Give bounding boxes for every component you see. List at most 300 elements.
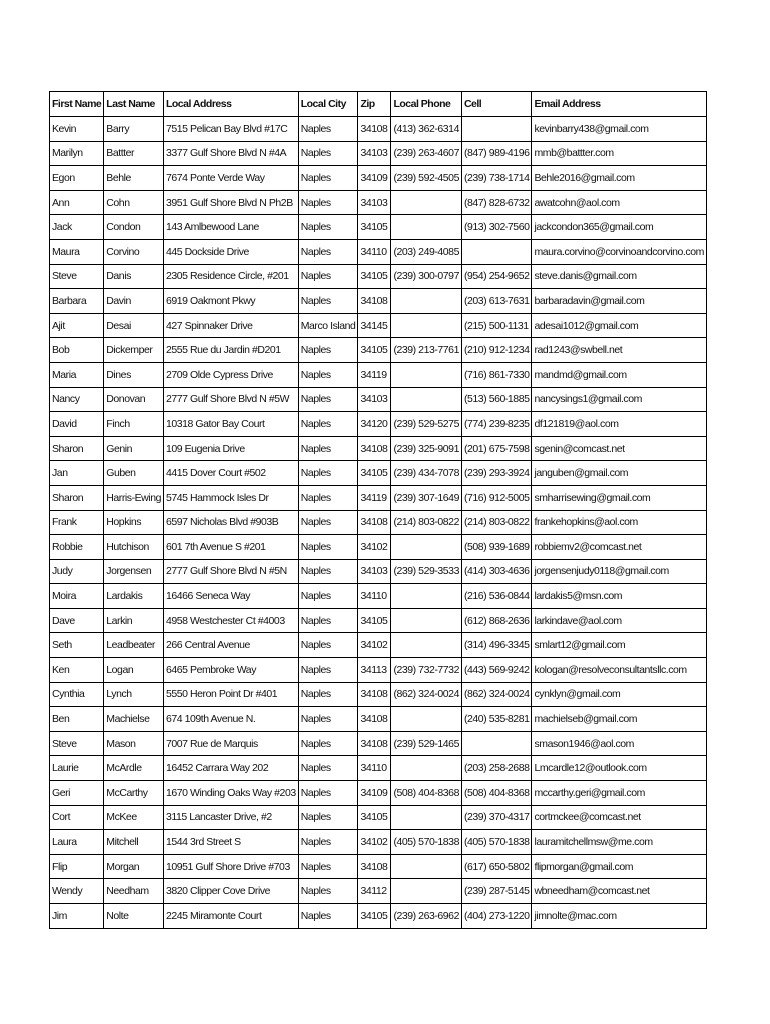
email-cell: Behle2016@gmail.com <box>532 166 706 191</box>
zip-cell: 34108 <box>358 682 391 707</box>
email-cell: kevinbarry438@gmail.com <box>532 117 706 142</box>
email-cell: smason1946@aol.com <box>532 731 706 756</box>
address-cell: 601 7th Avenue S #201 <box>163 535 298 560</box>
cell-phone-cell: (214) 803-0822 <box>461 510 532 535</box>
phone-cell <box>391 535 462 560</box>
first-name-cell: Seth <box>50 633 104 658</box>
zip-cell: 34102 <box>358 633 391 658</box>
city-cell: Naples <box>298 830 358 855</box>
first-name-cell: Marilyn <box>50 141 104 166</box>
zip-cell: 34108 <box>358 289 391 314</box>
first-name-cell: Maura <box>50 239 104 264</box>
zip-cell: 34103 <box>358 387 391 412</box>
first-name-cell: Jim <box>50 904 104 929</box>
last-name-cell: Morgan <box>104 854 164 879</box>
email-cell: mccarthy.geri@gmail.com <box>532 781 706 806</box>
last-name-cell: Genin <box>104 436 164 461</box>
last-name-cell: Larkin <box>104 608 164 633</box>
first-name-cell: Sharon <box>50 485 104 510</box>
first-name-cell: Geri <box>50 781 104 806</box>
phone-cell: (203) 249-4085 <box>391 239 462 264</box>
first-name-cell: Jack <box>50 215 104 240</box>
cell-phone-cell: (513) 560-1885 <box>461 387 532 412</box>
cell-phone-cell: (240) 535-8281 <box>461 707 532 732</box>
first-name-cell: Judy <box>50 559 104 584</box>
city-cell: Naples <box>298 879 358 904</box>
table-row <box>50 830 707 855</box>
cell-phone-cell: (405) 570-1838 <box>461 830 532 855</box>
zip-cell: 34108 <box>358 707 391 732</box>
table-row <box>50 436 707 461</box>
email-cell: nancysings1@gmail.com <box>532 387 706 412</box>
email-cell: jimnolte@mac.com <box>532 904 706 929</box>
zip-cell: 34110 <box>358 239 391 264</box>
city-cell: Naples <box>298 559 358 584</box>
city-cell: Naples <box>298 166 358 191</box>
email-cell: flipmorgan@gmail.com <box>532 854 706 879</box>
last-name-cell: Corvino <box>104 239 164 264</box>
last-name-cell: Guben <box>104 461 164 486</box>
address-cell: 6919 Oakmont Pkwy <box>163 289 298 314</box>
last-name-cell: Barry <box>104 117 164 142</box>
zip-cell: 34105 <box>358 264 391 289</box>
address-cell: 16466 Seneca Way <box>163 584 298 609</box>
address-cell: 7674 Ponte Verde Way <box>163 166 298 191</box>
cell-phone-cell: (443) 569-9242 <box>461 658 532 683</box>
city-cell: Marco Island <box>298 313 358 338</box>
cell-phone-cell: (716) 912-5005 <box>461 485 532 510</box>
cell-phone-cell: (314) 496-3345 <box>461 633 532 658</box>
zip-cell: 34103 <box>358 190 391 215</box>
address-cell: 3115 Lancaster Drive, #2 <box>163 805 298 830</box>
table-row <box>50 658 707 683</box>
zip-cell: 34108 <box>358 731 391 756</box>
table-row <box>50 633 707 658</box>
first-name-cell: Ben <box>50 707 104 732</box>
table-row <box>50 781 707 806</box>
first-name-cell: Ann <box>50 190 104 215</box>
last-name-cell: Finch <box>104 412 164 437</box>
cell-phone-cell: (612) 868-2636 <box>461 608 532 633</box>
email-cell: steve.danis@gmail.com <box>532 264 706 289</box>
first-name-cell: Bob <box>50 338 104 363</box>
email-cell: adesai1012@gmail.com <box>532 313 706 338</box>
last-name-cell: Battter <box>104 141 164 166</box>
first-name-cell: Flip <box>50 854 104 879</box>
email-cell: cynklyn@gmail.com <box>532 682 706 707</box>
city-cell: Naples <box>298 362 358 387</box>
address-cell: 445 Dockside Drive <box>163 239 298 264</box>
city-cell: Naples <box>298 117 358 142</box>
phone-cell: (239) 263-6962 <box>391 904 462 929</box>
address-cell: 2305 Residence Circle, #201 <box>163 264 298 289</box>
first-name-cell: David <box>50 412 104 437</box>
zip-cell: 34105 <box>358 608 391 633</box>
header-last-name: Last Name <box>104 92 164 117</box>
last-name-cell: Logan <box>104 658 164 683</box>
table-row <box>50 215 707 240</box>
city-cell: Naples <box>298 658 358 683</box>
email-cell: cortmckee@comcast.net <box>532 805 706 830</box>
last-name-cell: Lynch <box>104 682 164 707</box>
table-row <box>50 117 707 142</box>
address-cell: 6465 Pembroke Way <box>163 658 298 683</box>
phone-cell: (239) 434-7078 <box>391 461 462 486</box>
table-row <box>50 289 707 314</box>
cell-phone-cell: (414) 303-4636 <box>461 559 532 584</box>
cell-phone-cell: (774) 239-8235 <box>461 412 532 437</box>
city-cell: Naples <box>298 904 358 929</box>
first-name-cell: Laura <box>50 830 104 855</box>
email-cell: machielseb@gmail.com <box>532 707 706 732</box>
email-cell: maura.corvino@corvinoandcorvino.com <box>532 239 706 264</box>
email-cell: rad1243@swbell.net <box>532 338 706 363</box>
last-name-cell: Mason <box>104 731 164 756</box>
cell-phone-cell: (203) 613-7631 <box>461 289 532 314</box>
city-cell: Naples <box>298 239 358 264</box>
table-row <box>50 412 707 437</box>
cell-phone-cell: (716) 861-7330 <box>461 362 532 387</box>
phone-cell: (413) 362-6314 <box>391 117 462 142</box>
city-cell: Naples <box>298 264 358 289</box>
address-cell: 1544 3rd Street S <box>163 830 298 855</box>
phone-cell: (239) 300-0797 <box>391 264 462 289</box>
header-local-city: Local City <box>298 92 358 117</box>
address-cell: 2709 Olde Cypress Drive <box>163 362 298 387</box>
city-cell: Naples <box>298 781 358 806</box>
first-name-cell: Sharon <box>50 436 104 461</box>
city-cell: Naples <box>298 436 358 461</box>
last-name-cell: Jorgensen <box>104 559 164 584</box>
first-name-cell: Wendy <box>50 879 104 904</box>
phone-cell <box>391 313 462 338</box>
email-cell: frankehopkins@aol.com <box>532 510 706 535</box>
zip-cell: 34105 <box>358 805 391 830</box>
zip-cell: 34103 <box>358 141 391 166</box>
contact-table <box>49 91 707 929</box>
city-cell: Naples <box>298 707 358 732</box>
zip-cell: 34120 <box>358 412 391 437</box>
cell-phone-cell: (954) 254-9652 <box>461 264 532 289</box>
phone-cell: (239) 263-4607 <box>391 141 462 166</box>
zip-cell: 34105 <box>358 904 391 929</box>
cell-phone-cell: (215) 500-1131 <box>461 313 532 338</box>
phone-cell <box>391 633 462 658</box>
zip-cell: 34109 <box>358 166 391 191</box>
cell-phone-cell: (210) 912-1234 <box>461 338 532 363</box>
city-cell: Naples <box>298 387 358 412</box>
first-name-cell: Nancy <box>50 387 104 412</box>
last-name-cell: Nolte <box>104 904 164 929</box>
first-name-cell: Cort <box>50 805 104 830</box>
city-cell: Naples <box>298 608 358 633</box>
last-name-cell: Danis <box>104 264 164 289</box>
email-cell: janguben@gmail.com <box>532 461 706 486</box>
phone-cell: (862) 324-0024 <box>391 682 462 707</box>
last-name-cell: Lardakis <box>104 584 164 609</box>
first-name-cell: Barbara <box>50 289 104 314</box>
address-cell: 3951 Gulf Shore Blvd N Ph2B <box>163 190 298 215</box>
phone-cell <box>391 805 462 830</box>
phone-cell <box>391 756 462 781</box>
last-name-cell: Donovan <box>104 387 164 412</box>
table-row <box>50 461 707 486</box>
zip-cell: 34102 <box>358 830 391 855</box>
address-cell: 10951 Gulf Shore Drive #703 <box>163 854 298 879</box>
city-cell: Naples <box>298 461 358 486</box>
cell-phone-cell <box>461 731 532 756</box>
phone-cell <box>391 215 462 240</box>
first-name-cell: Steve <box>50 264 104 289</box>
zip-cell: 34145 <box>358 313 391 338</box>
email-cell: lauramitchellmsw@me.com <box>532 830 706 855</box>
header-email-address: Email Address <box>532 92 706 117</box>
cell-phone-cell <box>461 239 532 264</box>
address-cell: 16452 Carrara Way 202 <box>163 756 298 781</box>
header-cell: Cell <box>461 92 532 117</box>
cell-phone-cell: (862) 324-0024 <box>461 682 532 707</box>
phone-cell: (239) 325-9091 <box>391 436 462 461</box>
cell-phone-cell: (847) 828-6732 <box>461 190 532 215</box>
address-cell: 2555 Rue du Jardin #D201 <box>163 338 298 363</box>
first-name-cell: Maria <box>50 362 104 387</box>
last-name-cell: Cohn <box>104 190 164 215</box>
phone-cell <box>391 362 462 387</box>
first-name-cell: Egon <box>50 166 104 191</box>
phone-cell <box>391 584 462 609</box>
table-row <box>50 608 707 633</box>
last-name-cell: Dines <box>104 362 164 387</box>
table-row <box>50 510 707 535</box>
first-name-cell: Jan <box>50 461 104 486</box>
email-cell: smlart12@gmail.com <box>532 633 706 658</box>
phone-cell: (508) 404-8368 <box>391 781 462 806</box>
cell-phone-cell: (508) 404-8368 <box>461 781 532 806</box>
table-row <box>50 166 707 191</box>
zip-cell: 34108 <box>358 117 391 142</box>
city-cell: Naples <box>298 412 358 437</box>
last-name-cell: Desai <box>104 313 164 338</box>
first-name-cell: Frank <box>50 510 104 535</box>
table-row <box>50 731 707 756</box>
zip-cell: 34110 <box>358 584 391 609</box>
cell-phone-cell: (239) 370-4317 <box>461 805 532 830</box>
address-cell: 143 Amlbewood Lane <box>163 215 298 240</box>
last-name-cell: Machielse <box>104 707 164 732</box>
table-row <box>50 338 707 363</box>
phone-cell: (239) 307-1649 <box>391 485 462 510</box>
table-row <box>50 141 707 166</box>
zip-cell: 34105 <box>358 215 391 240</box>
cell-phone-cell: (239) 287-5145 <box>461 879 532 904</box>
table-row <box>50 707 707 732</box>
email-cell: sgenin@comcast.net <box>532 436 706 461</box>
first-name-cell: Kevin <box>50 117 104 142</box>
table-row <box>50 264 707 289</box>
address-cell: 5550 Heron Point Dr #401 <box>163 682 298 707</box>
last-name-cell: Harris-Ewing <box>104 485 164 510</box>
email-cell: df121819@aol.com <box>532 412 706 437</box>
last-name-cell: McKee <box>104 805 164 830</box>
city-cell: Naples <box>298 141 358 166</box>
address-cell: 1670 Winding Oaks Way #203 <box>163 781 298 806</box>
table-row <box>50 362 707 387</box>
city-cell: Naples <box>298 510 358 535</box>
zip-cell: 34113 <box>358 658 391 683</box>
email-cell: wbneedham@comcast.net <box>532 879 706 904</box>
phone-cell <box>391 707 462 732</box>
last-name-cell: Davin <box>104 289 164 314</box>
cell-phone-cell: (617) 650-5802 <box>461 854 532 879</box>
cell-phone-cell: (913) 302-7560 <box>461 215 532 240</box>
last-name-cell: Mitchell <box>104 830 164 855</box>
table-row <box>50 682 707 707</box>
header-local-phone: Local Phone <box>391 92 462 117</box>
phone-cell: (239) 213-7761 <box>391 338 462 363</box>
city-cell: Naples <box>298 485 358 510</box>
email-cell: kologan@resolveconsultantsllc.com <box>532 658 706 683</box>
city-cell: Naples <box>298 584 358 609</box>
zip-cell: 34108 <box>358 436 391 461</box>
zip-cell: 34108 <box>358 510 391 535</box>
address-cell: 2777 Gulf Shore Blvd N #5N <box>163 559 298 584</box>
last-name-cell: Hutchison <box>104 535 164 560</box>
table-row <box>50 239 707 264</box>
phone-cell: (239) 732-7732 <box>391 658 462 683</box>
address-cell: 109 Eugenia Drive <box>163 436 298 461</box>
table-row <box>50 535 707 560</box>
cell-phone-cell: (216) 536-0844 <box>461 584 532 609</box>
table-row <box>50 879 707 904</box>
first-name-cell: Robbie <box>50 535 104 560</box>
address-cell: 7007 Rue de Marquis <box>163 731 298 756</box>
first-name-cell: Laurie <box>50 756 104 781</box>
last-name-cell: Leadbeater <box>104 633 164 658</box>
first-name-cell: Cynthia <box>50 682 104 707</box>
city-cell: Naples <box>298 805 358 830</box>
address-cell: 2245 Miramonte Court <box>163 904 298 929</box>
zip-cell: 34103 <box>358 559 391 584</box>
phone-cell <box>391 879 462 904</box>
phone-cell: (405) 570-1838 <box>391 830 462 855</box>
cell-phone-cell: (508) 939-1689 <box>461 535 532 560</box>
phone-cell <box>391 608 462 633</box>
email-cell: larkindave@aol.com <box>532 608 706 633</box>
zip-cell: 34102 <box>358 535 391 560</box>
city-cell: Naples <box>298 190 358 215</box>
city-cell: Naples <box>298 215 358 240</box>
last-name-cell: McArdle <box>104 756 164 781</box>
address-cell: 3820 Clipper Cove Drive <box>163 879 298 904</box>
address-cell: 4415 Dover Court #502 <box>163 461 298 486</box>
city-cell: Naples <box>298 338 358 363</box>
address-cell: 2777 Gulf Shore Blvd N #5W <box>163 387 298 412</box>
header-row <box>50 92 707 117</box>
header-zip: Zip <box>358 92 391 117</box>
phone-cell: (239) 529-3533 <box>391 559 462 584</box>
phone-cell: (239) 592-4505 <box>391 166 462 191</box>
first-name-cell: Dave <box>50 608 104 633</box>
table-row <box>50 485 707 510</box>
email-cell: barbaradavin@gmail.com <box>532 289 706 314</box>
cell-phone-cell: (404) 273-1220 <box>461 904 532 929</box>
zip-cell: 34112 <box>358 879 391 904</box>
table-row <box>50 313 707 338</box>
email-cell: mmb@battter.com <box>532 141 706 166</box>
last-name-cell: McCarthy <box>104 781 164 806</box>
address-cell: 5745 Hammock Isles Dr <box>163 485 298 510</box>
zip-cell: 34105 <box>358 461 391 486</box>
email-cell: awatcohn@aol.com <box>532 190 706 215</box>
zip-cell: 34119 <box>358 485 391 510</box>
address-cell: 10318 Gator Bay Court <box>163 412 298 437</box>
table-row <box>50 854 707 879</box>
table-row <box>50 904 707 929</box>
table-row <box>50 559 707 584</box>
table-row <box>50 805 707 830</box>
email-cell: jackcondon365@gmail.com <box>532 215 706 240</box>
address-cell: 674 109th Avenue N. <box>163 707 298 732</box>
phone-cell <box>391 289 462 314</box>
cell-phone-cell: (847) 989-4196 <box>461 141 532 166</box>
city-cell: Naples <box>298 289 358 314</box>
zip-cell: 34110 <box>358 756 391 781</box>
email-cell: Lmcardle12@outlook.com <box>532 756 706 781</box>
phone-cell <box>391 190 462 215</box>
table-row <box>50 387 707 412</box>
email-cell: smharrisewing@gmail.com <box>532 485 706 510</box>
first-name-cell: Steve <box>50 731 104 756</box>
email-cell: mandmd@gmail.com <box>532 362 706 387</box>
last-name-cell: Condon <box>104 215 164 240</box>
table-row <box>50 190 707 215</box>
address-cell: 427 Spinnaker Drive <box>163 313 298 338</box>
city-cell: Naples <box>298 854 358 879</box>
email-cell: robbiemv2@comcast.net <box>532 535 706 560</box>
header-local-address: Local Address <box>163 92 298 117</box>
address-cell: 4958 Westchester Ct #4003 <box>163 608 298 633</box>
address-cell: 3377 Gulf Shore Blvd N #4A <box>163 141 298 166</box>
city-cell: Naples <box>298 756 358 781</box>
cell-phone-cell: (203) 258-2688 <box>461 756 532 781</box>
zip-cell: 34109 <box>358 781 391 806</box>
phone-cell: (239) 529-5275 <box>391 412 462 437</box>
table-row <box>50 756 707 781</box>
address-cell: 6597 Nicholas Blvd #903B <box>163 510 298 535</box>
last-name-cell: Dickemper <box>104 338 164 363</box>
zip-cell: 34119 <box>358 362 391 387</box>
city-cell: Naples <box>298 731 358 756</box>
cell-phone-cell: (239) 293-3924 <box>461 461 532 486</box>
phone-cell: (214) 803-0822 <box>391 510 462 535</box>
address-cell: 7515 Pelican Bay Blvd #17C <box>163 117 298 142</box>
address-cell: 266 Central Avenue <box>163 633 298 658</box>
cell-phone-cell: (239) 738-1714 <box>461 166 532 191</box>
phone-cell <box>391 854 462 879</box>
zip-cell: 34108 <box>358 854 391 879</box>
last-name-cell: Behle <box>104 166 164 191</box>
cell-phone-cell <box>461 117 532 142</box>
first-name-cell: Moira <box>50 584 104 609</box>
phone-cell: (239) 529-1465 <box>391 731 462 756</box>
city-cell: Naples <box>298 682 358 707</box>
zip-cell: 34105 <box>358 338 391 363</box>
email-cell: jorgensenjudy0118@gmail.com <box>532 559 706 584</box>
city-cell: Naples <box>298 633 358 658</box>
cell-phone-cell: (201) 675-7598 <box>461 436 532 461</box>
first-name-cell: Ajit <box>50 313 104 338</box>
city-cell: Naples <box>298 535 358 560</box>
